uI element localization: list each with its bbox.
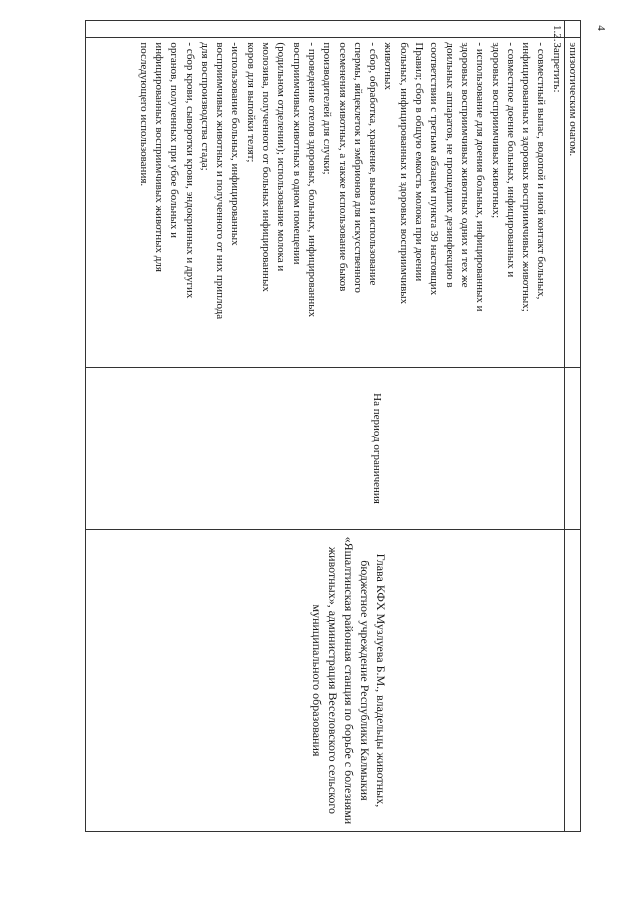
measure-line: (родильном отделении); использование молока и xyxy=(275,42,288,272)
measure-line: инфицированных восприимчивых животных для xyxy=(152,42,165,272)
page-number: 4 xyxy=(594,25,607,31)
measure-line: для воспроизводства стада; xyxy=(198,42,211,171)
period-cell xyxy=(86,368,565,530)
measure-line: органов, полученных при убое больных и xyxy=(168,42,181,239)
measure-line: -использование больных, инфицированных xyxy=(229,42,242,246)
measure-line: инфицированных и здоровых восприимчивых животных; xyxy=(520,42,533,312)
row-number-cell xyxy=(86,21,565,42)
measures-table xyxy=(85,20,581,832)
measure-line: - проведение отелов здоровых, больных, инфицированных xyxy=(305,42,318,318)
measure-line: здоровых восприимчивых животных одних и тех же xyxy=(458,42,471,288)
measure-tail-text: эпизоотическим очагом. xyxy=(567,42,579,157)
measure-line: восприимчивых животных и полученного от них приплода xyxy=(214,42,227,320)
responsible-cell xyxy=(86,529,565,831)
number-cell-empty xyxy=(564,21,580,38)
measure-line: производителей для случки; xyxy=(321,42,334,175)
measure-line: - сбор, обработка, хранение, вывоз и использование xyxy=(367,42,380,286)
period-text: На период ограничения xyxy=(370,393,383,504)
measure-line: коров для выпойки телят; xyxy=(244,42,257,163)
measure-line: - сбор крови, сыворотки крови, эндокринных и других xyxy=(183,42,196,299)
measure-text-block xyxy=(135,42,563,363)
measure-line: здоровых восприимчивых животных; xyxy=(489,42,502,219)
period-cell-empty xyxy=(564,368,580,530)
measure-line: спермы, яйцеклеток и эмбрионов для искусственного xyxy=(351,42,364,293)
measure-line: восприимчивых животных в одном помещении xyxy=(290,42,303,265)
measure-line: соответствии с третьим абзацем пункта 39 настоящих xyxy=(428,42,441,296)
measure-line: - совместный выпас, водопой и иной контакт больных, xyxy=(535,42,548,300)
measure-line: молозива, полученного от больных инфицированных xyxy=(260,42,273,292)
measure-line: животных xyxy=(382,42,395,90)
table-row xyxy=(86,21,565,832)
rotated-table-wrapper xyxy=(85,20,581,832)
responsible-text: Глава КФХ Музлуева Б.М., владельцы животных, бюджетное учреждение Республики Калмыкия «Яшалтинская районная станция по борьбе с болезнями животных», администрация Веселовского сельского муниципального образования xyxy=(309,536,388,825)
measure-line: больных, инфицированных и здоровых восприимчивых xyxy=(397,42,410,305)
measure-line: Правил; сбор в общую емкость молока при доении xyxy=(413,42,426,282)
measure-line: - использование для доения больных, инфицированных и xyxy=(474,42,487,312)
measure-line: доильных аппаратов, не прошедших дезинфекцию в xyxy=(443,42,456,288)
measure-line: - совместное доение больных, инфицированных и xyxy=(504,42,517,278)
responsible-cell-empty xyxy=(564,529,580,831)
measure-line: Запретить: xyxy=(550,42,563,93)
measure-cell xyxy=(86,38,565,368)
row-number: 1.2. xyxy=(550,25,563,42)
table-row xyxy=(564,21,580,832)
measure-cell-continuation xyxy=(564,38,580,368)
measure-line: последующего использования. xyxy=(137,42,150,187)
measure-line: осеменения животных, а также использование быков xyxy=(336,42,349,292)
